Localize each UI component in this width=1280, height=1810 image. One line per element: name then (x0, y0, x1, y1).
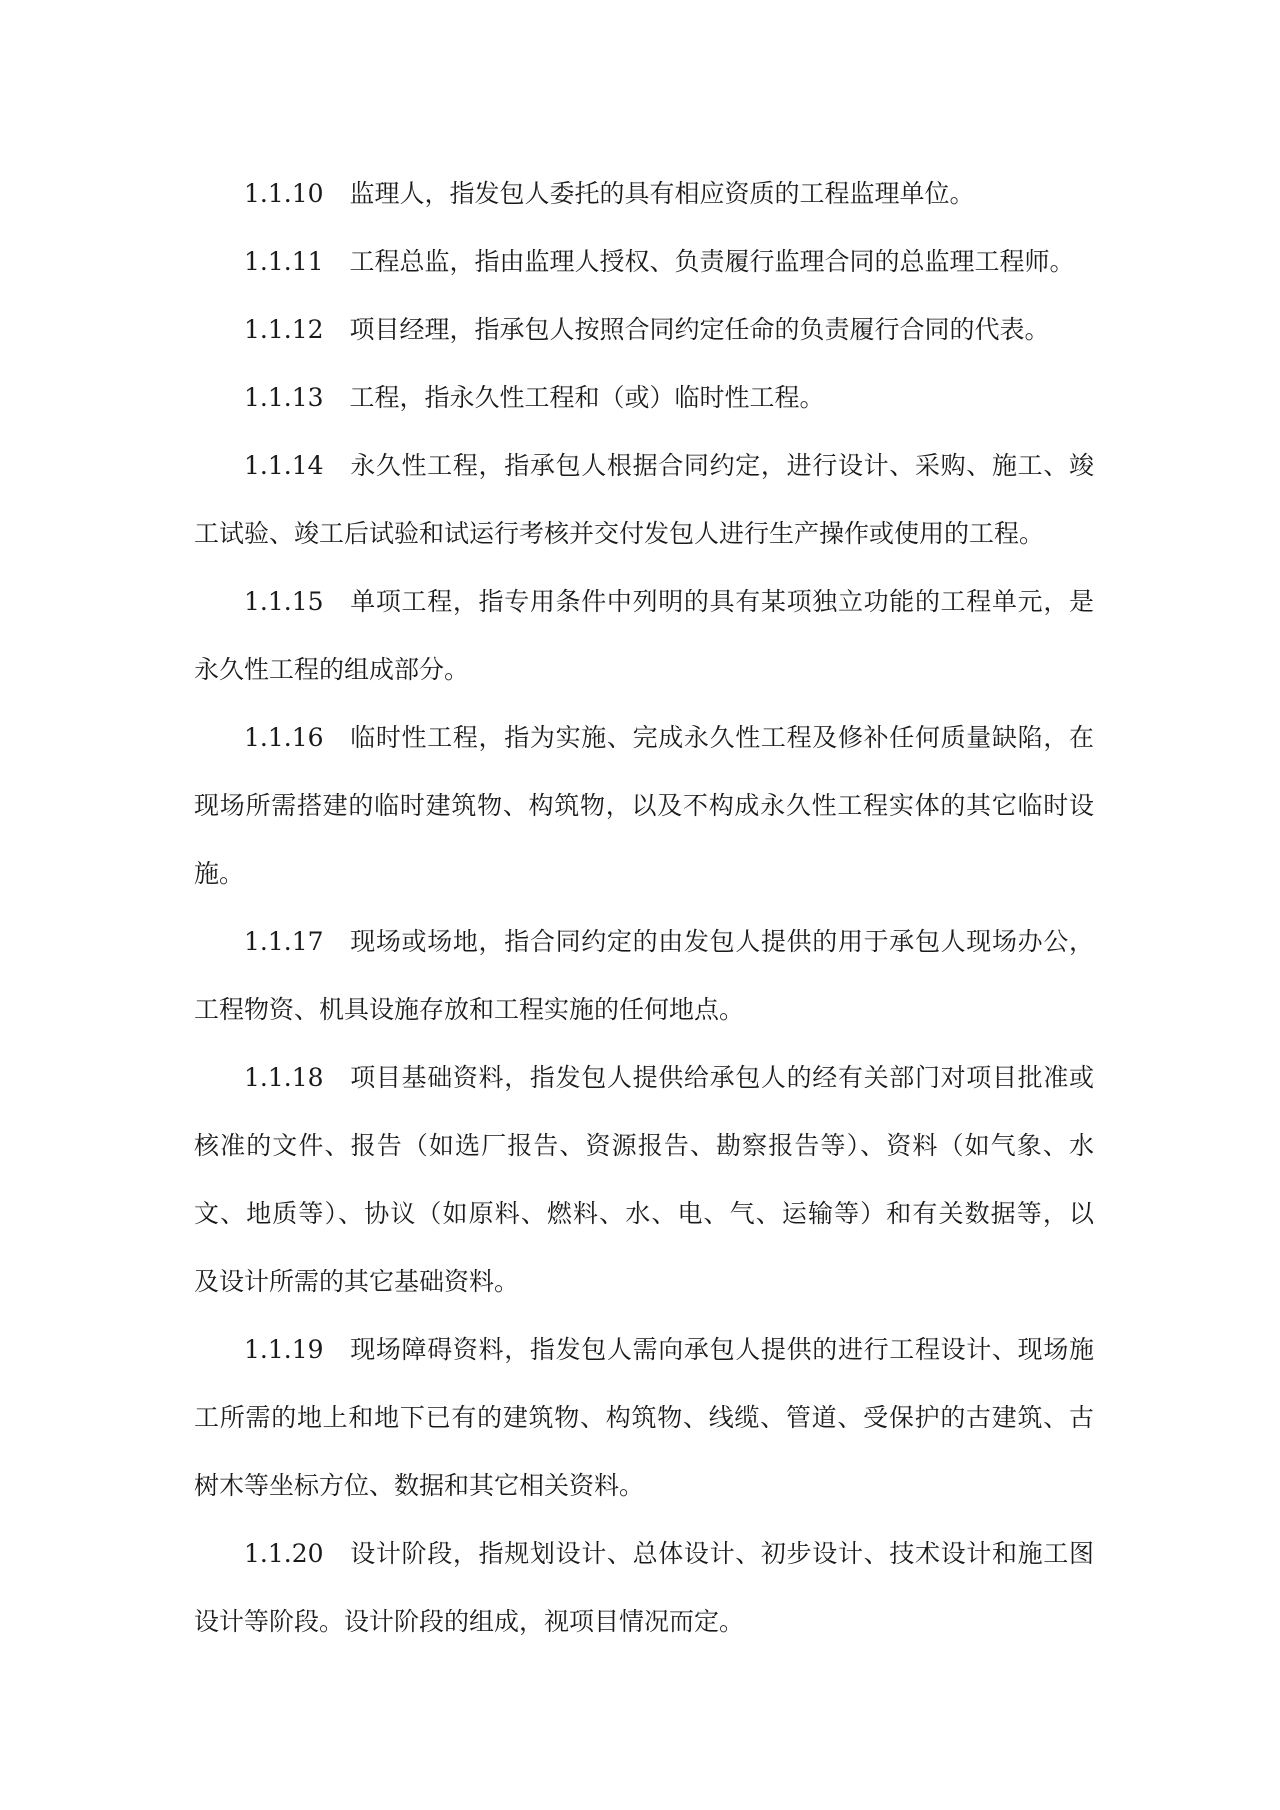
clause-number: 1.1.12 (244, 315, 324, 344)
clause-line (194, 1044, 1094, 1112)
clause-text: 工所需的地上和地下已有的建筑物、构筑物、线缆、管道、受保护的古建筑、古 (194, 1403, 1094, 1432)
clause-text: 监理人，指发包人委托的具有相应资质的工程监理单位。 (349, 179, 975, 208)
clause-number: 1.1.10 (244, 179, 324, 208)
document-body (194, 160, 1094, 1656)
clause-number: 1.1.18 (244, 1063, 324, 1092)
clause-text: 单项工程，指专用条件中列明的具有某项独立功能的工程单元，是 (349, 587, 1094, 616)
clause-text: 项目基础资料，指发包人提供给承包人的经有关部门对项目批准或 (349, 1063, 1094, 1092)
clause-text: 设计等阶段。设计阶段的组成，视项目情况而定。 (194, 1607, 745, 1636)
clause-1-1-17 (194, 908, 1094, 1044)
clause-text: 文、地质等）、协议（如原料、燃料、水、电、气、运输等）和有关数据等，以 (194, 1199, 1094, 1228)
clause-line (194, 432, 1094, 500)
clause-text: 工程总监，指由监理人授权、负责履行监理合同的总监理工程师。 (349, 247, 1075, 276)
clause-line (194, 228, 1094, 296)
clause-line (194, 1452, 1094, 1520)
clause-1-1-19 (194, 1316, 1094, 1520)
clause-text: 工程物资、机具设施存放和工程实施的任何地点。 (194, 995, 745, 1024)
clause-text: 树木等坐标方位、数据和其它相关资料。 (194, 1471, 645, 1500)
clause-number: 1.1.11 (244, 247, 324, 276)
clause-text: 核准的文件、报告（如选厂报告、资源报告、勘察报告等）、资料（如气象、水 (194, 1131, 1094, 1160)
clause-text: 工程，指永久性工程和（或）临时性工程。 (349, 383, 825, 412)
clause-line (194, 364, 1094, 432)
clause-1-1-10 (194, 160, 1094, 228)
clause-text: 永久性工程的组成部分。 (194, 655, 470, 684)
clause-text: 及设计所需的其它基础资料。 (194, 1267, 520, 1296)
clause-line (194, 840, 1094, 908)
clause-number: 1.1.17 (244, 927, 324, 956)
clause-line (194, 908, 1094, 976)
clause-line (194, 772, 1094, 840)
clause-text: 永久性工程，指承包人根据合同约定，进行设计、采购、施工、竣 (349, 451, 1094, 480)
clause-text: 项目经理，指承包人按照合同约定任命的负责履行合同的代表。 (349, 315, 1050, 344)
clause-line (194, 704, 1094, 772)
clause-line (194, 1316, 1094, 1384)
clause-text: 工试验、竣工后试验和试运行考核并交付发包人进行生产操作或使用的工程。 (194, 519, 1045, 548)
clause-text: 现场或场地，指合同约定的由发包人提供的用于承包人现场办公， (349, 927, 1094, 956)
clause-1-1-15 (194, 568, 1094, 704)
clause-line (194, 1588, 1094, 1656)
clause-text: 施。 (194, 859, 245, 888)
clause-1-1-20 (194, 1520, 1094, 1656)
clause-text: 现场所需搭建的临时建筑物、构筑物，以及不构成永久性工程实体的其它临时设 (194, 791, 1094, 820)
clause-number: 1.1.16 (244, 723, 324, 752)
clause-1-1-11 (194, 228, 1094, 296)
clause-line (194, 500, 1094, 568)
clause-1-1-13 (194, 364, 1094, 432)
clause-line (194, 1520, 1094, 1588)
clause-number: 1.1.20 (244, 1539, 324, 1568)
clause-number: 1.1.14 (244, 451, 324, 480)
clause-1-1-12 (194, 296, 1094, 364)
clause-line (194, 1180, 1094, 1248)
clause-1-1-14 (194, 432, 1094, 568)
clause-line (194, 296, 1094, 364)
clause-1-1-16 (194, 704, 1094, 908)
clause-text: 临时性工程，指为实施、完成永久性工程及修补任何质量缺陷，在 (349, 723, 1094, 752)
clause-line (194, 1112, 1094, 1180)
clause-number: 1.1.13 (244, 383, 324, 412)
clause-number: 1.1.19 (244, 1335, 324, 1364)
clause-line (194, 976, 1094, 1044)
clause-line (194, 160, 1094, 228)
clause-number: 1.1.15 (244, 587, 324, 616)
clause-text: 设计阶段，指规划设计、总体设计、初步设计、技术设计和施工图 (349, 1539, 1094, 1568)
clause-line (194, 636, 1094, 704)
clause-line (194, 568, 1094, 636)
clause-line (194, 1384, 1094, 1452)
clause-text: 现场障碍资料，指发包人需向承包人提供的进行工程设计、现场施 (349, 1335, 1094, 1364)
clause-1-1-18 (194, 1044, 1094, 1316)
clause-line (194, 1248, 1094, 1316)
